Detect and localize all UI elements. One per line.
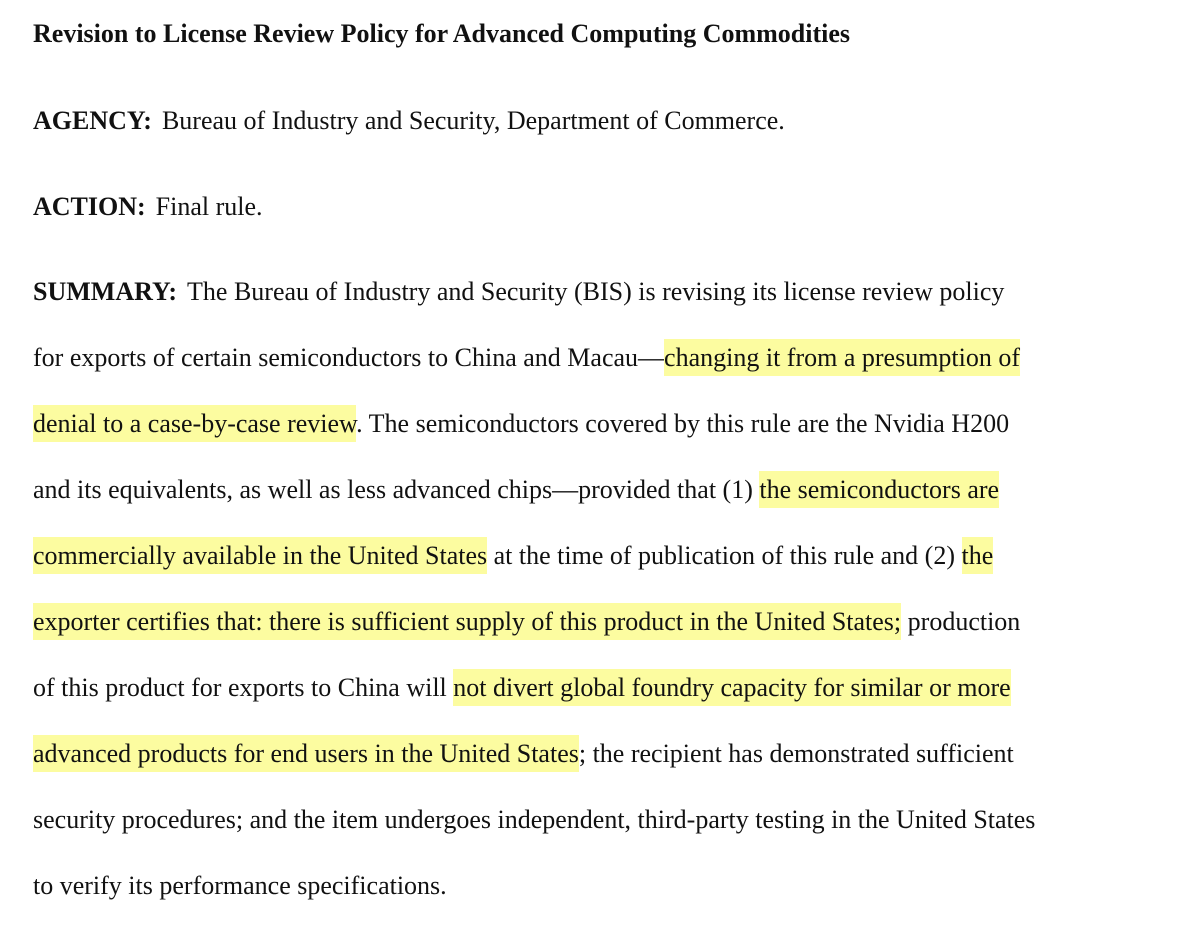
summary-line (33, 272, 1183, 338)
highlighted-text: commercially available in the United States (33, 537, 487, 574)
summary-text-segment: of this product for exports to China will (33, 673, 454, 702)
summary-text-segment: security procedures; and the item undergoes independent, third-party testing in the United States (33, 805, 1036, 834)
summary-paragraph (33, 272, 1183, 932)
summary-line (33, 470, 1183, 536)
action-line (33, 187, 263, 227)
summary-text-segment: for exports of certain semiconductors to China and Macau— (33, 343, 665, 372)
agency-label: AGENCY: (33, 106, 152, 135)
summary-text-segment: and its equivalents, as well as less advanced chips—provided that (1) (33, 475, 760, 504)
highlighted-text: changing it from a presumption of (664, 339, 1020, 376)
summary-text-segment: production (901, 607, 1021, 636)
action-text: Final rule. (155, 192, 263, 221)
highlighted-text: denial to a case-by-case review (33, 405, 356, 442)
summary-text-segment: The Bureau of Industry and Security (BIS) is revising its license review policy (187, 277, 1005, 306)
highlighted-text: not divert global foundry capacity for similar or more (453, 669, 1010, 706)
highlighted-text: exporter certifies that: there is sufficient supply of this product in the United States; (33, 603, 901, 640)
summary-label: SUMMARY: (33, 277, 178, 306)
summary-line (33, 668, 1183, 734)
summary-line (33, 404, 1183, 470)
summary-text-segment: . The semiconductors covered by this rule are the Nvidia H200 (356, 409, 1010, 438)
highlighted-text: the (962, 537, 994, 574)
summary-text-segment: ; the recipient has demonstrated sufficient (578, 739, 1014, 768)
summary-line (33, 866, 1183, 932)
agency-text: Bureau of Industry and Security, Department of Commerce. (161, 106, 785, 135)
summary-text-segment: at the time of publication of this rule and (2) (487, 541, 962, 570)
document-title: Revision to License Review Policy for Advanced Computing Commodities (33, 19, 851, 48)
action-label: ACTION: (33, 192, 146, 221)
summary-line (33, 338, 1183, 404)
summary-text-segment: to verify its performance specifications. (33, 871, 447, 900)
summary-line (33, 734, 1183, 800)
agency-line (33, 101, 785, 141)
highlighted-text: advanced products for end users in the United States (33, 735, 579, 772)
highlighted-text: the semiconductors are (759, 471, 999, 508)
summary-line (33, 800, 1183, 866)
summary-line (33, 602, 1183, 668)
summary-line (33, 536, 1183, 602)
